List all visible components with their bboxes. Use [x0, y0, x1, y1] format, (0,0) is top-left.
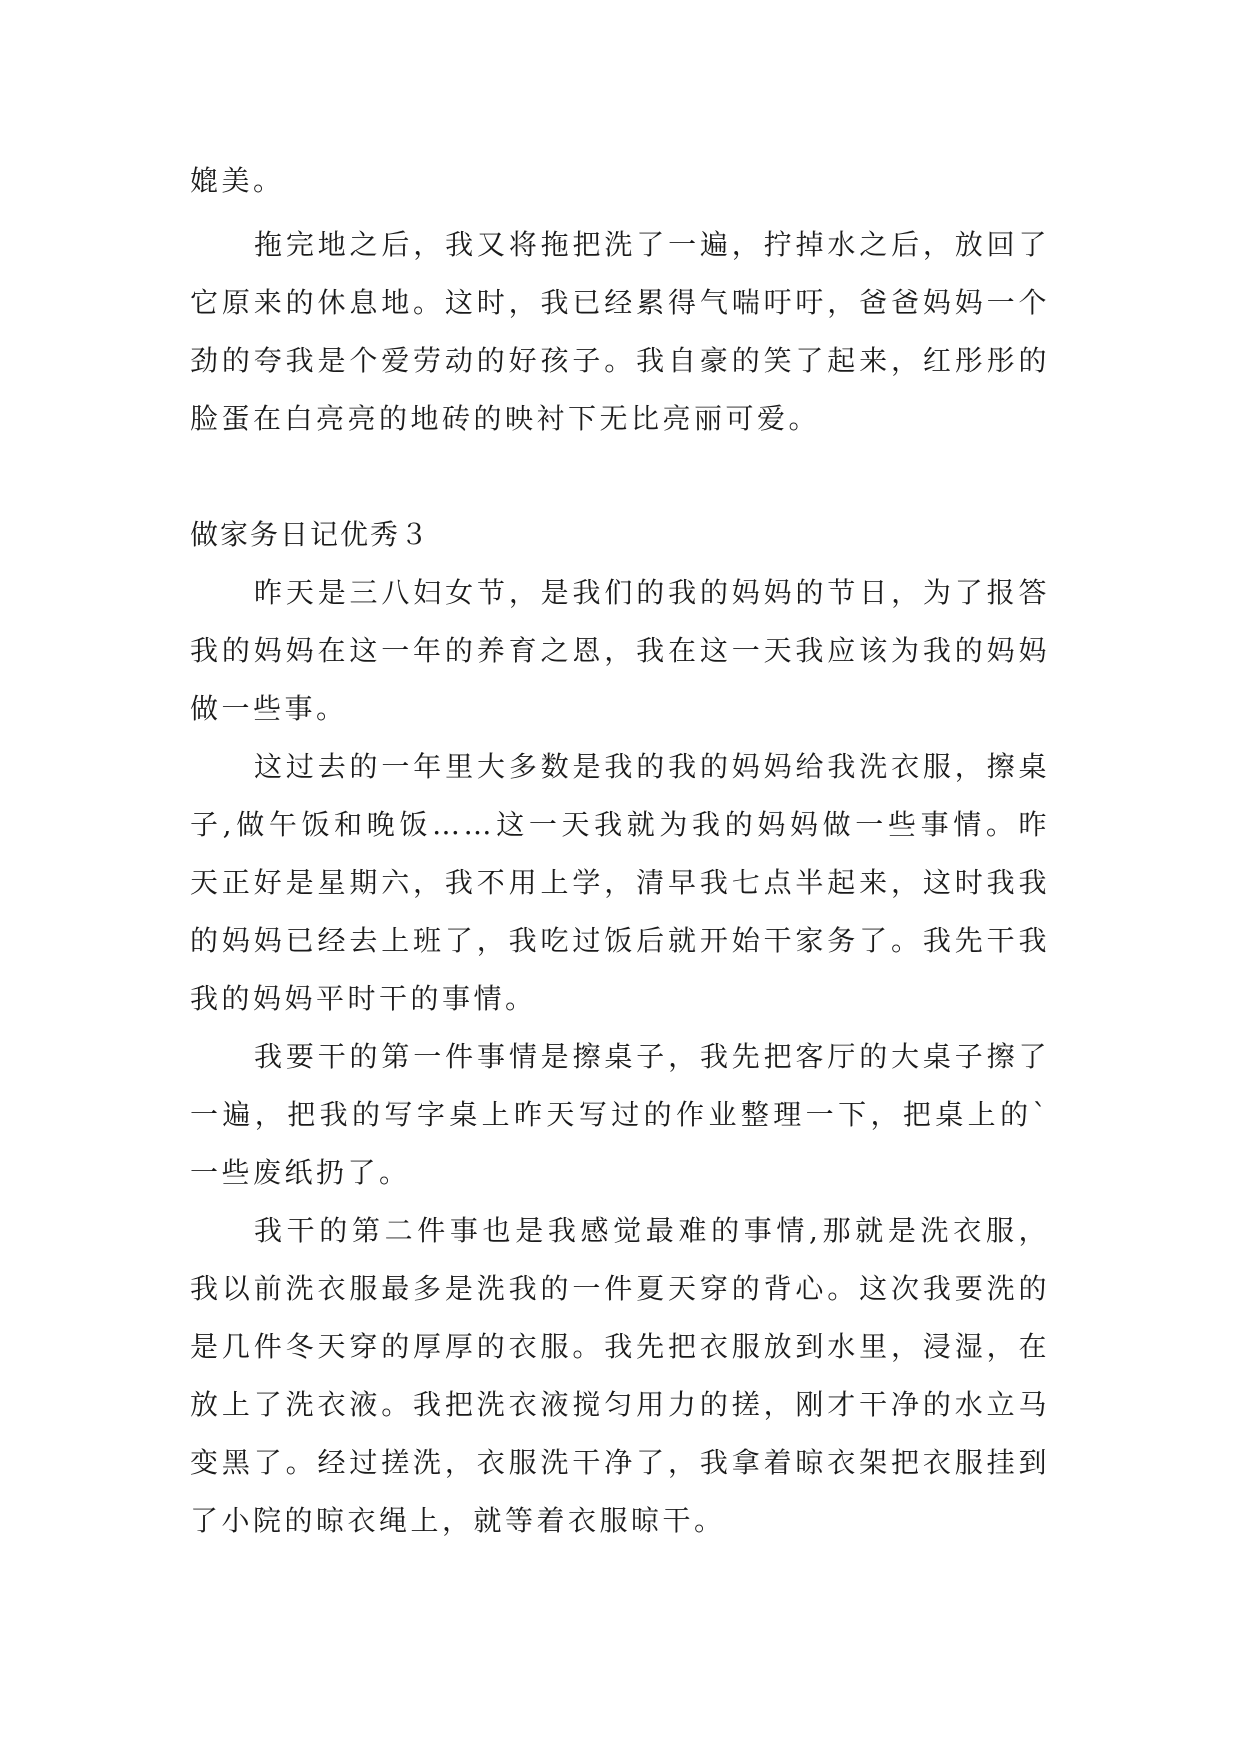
paragraph-3: 这过去的一年里大多数是我的我的妈妈给我洗衣服，擦桌子,做午饭和晚饭……这一天我就为我的妈妈做一些事情。昨天正好是星期六，我不用上学，清早我七点半起来，这时我我的妈妈已经去上班了，我吃过饭后就开始干家务了。我先干我我的妈妈平时干的事情。 — [190, 750, 1050, 1015]
document-body — [190, 152, 1050, 1550]
paragraph-4: 我要干的第一件事情是擦桌子，我先把客厅的大桌子擦了一遍，把我的写字桌上昨天写过的作业整理一下，把桌上的`一些废纸扔了。 — [190, 1040, 1050, 1189]
paragraph-5: 我干的第二件事也是我感觉最难的事情,那就是洗衣服，我以前洗衣服最多是洗我的一件夏天穿的背心。这次我要洗的是几件冬天穿的厚厚的衣服。我先把衣服放到水里，浸湿，在放上了洗衣液。我把洗衣液搅匀用力的搓，刚才干净的水立马变黑了。经过搓洗，衣服洗干净了，我拿着晾衣架把衣服挂到了小院的晾衣绳上，就等着衣服晾干。 — [190, 1214, 1050, 1537]
paragraph-1: 拖完地之后，我又将拖把洗了一遍，拧掉水之后，放回了它原来的休息地。这时，我已经累得气喘吁吁，爸爸妈妈一个劲的夸我是个爱劳动的好孩子。我自豪的笑了起来，红彤彤的脸蛋在白亮亮的地砖的映衬下无比亮丽可爱。 — [190, 228, 1050, 435]
paragraph-2: 昨天是三八妇女节，是我们的我的妈妈的节日，为了报答我的妈妈在这一年的养育之恩，我在这一天我应该为我的妈妈做一些事。 — [190, 576, 1050, 725]
section-title: 做家务日记优秀３ — [190, 518, 431, 551]
continuation-text: 媲美。 — [190, 164, 285, 197]
